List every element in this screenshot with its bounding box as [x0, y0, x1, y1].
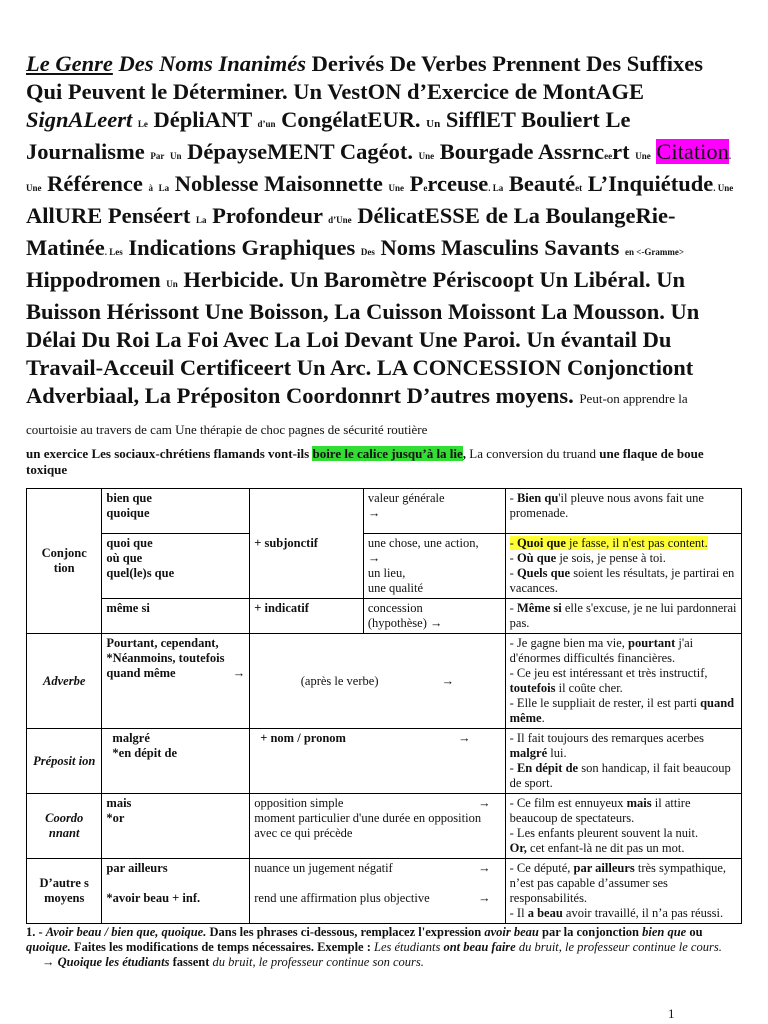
exercise-text: ou — [689, 925, 703, 939]
words-cell: même si — [102, 599, 250, 634]
construction-text: + nom / pronom — [260, 731, 346, 745]
title-part: CongélatEUR. — [281, 107, 421, 132]
document-title — [26, 50, 742, 444]
example-text: avoir travaillé, il n’a pas réussi. — [562, 906, 724, 920]
example-keyword: par ailleurs — [573, 861, 635, 875]
example-text: il attire beaucoup de spectateurs. — [509, 796, 691, 825]
title-part: . Une — [713, 183, 734, 193]
construction-text: (après le verbe) — [300, 673, 379, 688]
table-row — [27, 729, 742, 794]
example-text: elle s'excuse, je ne lui pardonnerai pas. — [509, 601, 737, 630]
intro-part: , — [462, 446, 467, 461]
page-number: 1 — [668, 1006, 675, 1021]
example-text: je sois, je pense à toi. — [556, 551, 666, 565]
example-cell — [505, 489, 741, 534]
title-part: Journalisme — [26, 139, 145, 164]
note-cell — [363, 534, 505, 599]
construction-text: moment particulier d'une durée en opposition avec ce qui précède — [254, 811, 482, 840]
exercise-text: Faites les modifications de temps nécessaires. Exemple : — [73, 940, 371, 954]
table-row — [27, 489, 742, 534]
arrow-icon: → — [478, 861, 491, 875]
exercise-number: 1. - — [26, 925, 43, 939]
example-keyword: a beau — [527, 906, 563, 920]
title-part: rt — [612, 139, 630, 164]
title-part: Le — [605, 107, 631, 132]
title-part: Un — [426, 118, 441, 130]
title-part: La — [195, 215, 207, 225]
example-keyword: En dépit de — [516, 761, 579, 775]
example-cell — [505, 794, 741, 859]
note-cell — [363, 489, 505, 534]
title-part: . Les — [104, 247, 123, 257]
example-keyword: Quoi que — [516, 536, 566, 550]
construction-text: opposition simple — [254, 796, 344, 810]
category-cell: Adverbe — [27, 634, 102, 729]
example-text: très sympathique, n’est pas capable d’assumer ses responsabilités. — [509, 861, 727, 905]
table-row — [27, 534, 742, 599]
words-cell — [102, 859, 250, 924]
highlighted-word: Citation — [656, 139, 729, 164]
category-cell: Conjonc tion — [27, 489, 102, 634]
example-text: - Ce jeu est intéressant et très instructif, — [509, 666, 708, 680]
exercise-text: bien que — [642, 925, 687, 939]
construction-cell — [250, 634, 505, 729]
title-part: Par — [150, 151, 165, 161]
words-cell — [102, 634, 250, 729]
arrow-icon: → — [42, 955, 55, 969]
highlighted-phrase: boire le calice jusqu’à la lie — [312, 446, 463, 461]
title-part: Derivés De Verbes Prennent Des Suffixes Qui Peuvent le Déterminer. Un VestON d’Exercice de MontAGE — [26, 51, 704, 104]
example-keyword: toutefois — [509, 681, 556, 695]
category-cell: Coordo nnant — [27, 794, 102, 859]
example-text: - — [509, 566, 517, 580]
intro-text: Peut-on apprendre la courtoisie au travers de cam Une thérapie de choc pagnes de sécurité routière — [26, 391, 688, 437]
highlighted-example — [510, 536, 708, 550]
construction-text: rend une affirmation plus objective — [254, 891, 430, 905]
title-part: . La — [488, 183, 504, 193]
arrow-icon: → — [367, 551, 381, 565]
exercise-text: ont beau — [443, 940, 489, 954]
title-part: Herbicide. Un Baromètre Périscoopt Un Libéral. Un Buisson Hérissont Une Boisson, La Cuisson Moissont La Mousson. Un Délai Du Roi La Foi Avec La Loi Devant Une Paroi. Un évantail Du Travail-Acceuil Certificeert Un Arc. LA CONCESSION Conjonctiont Adverbiaal, La Prépositon Coordonnrt D’autres moyens. — [26, 267, 700, 408]
example-cell — [505, 534, 741, 599]
table-row — [27, 794, 742, 859]
title-part: Des — [360, 247, 375, 257]
example-text: - Il — [509, 906, 528, 920]
document-page — [26, 50, 742, 970]
arrow-icon: → — [478, 796, 491, 810]
title-part: Une — [418, 151, 435, 161]
exercise-text: avoir beau — [484, 925, 539, 939]
example-text: - — [509, 536, 517, 550]
example-text: . — [541, 711, 545, 725]
arrow-icon: → — [441, 673, 455, 688]
example-text: - — [509, 491, 517, 505]
title-part: e — [423, 183, 428, 193]
title-part: et — [575, 183, 583, 193]
intro-part: La conversion du truand — [469, 446, 597, 461]
example-keyword: Même si — [516, 601, 562, 615]
title-part: SifflET Bouliert — [445, 107, 600, 132]
title-part: AllURE Penséert — [26, 203, 191, 228]
arrow-icon: → — [232, 666, 246, 680]
title-part: Le — [137, 119, 148, 129]
table-row — [27, 859, 742, 924]
note-text: une chose, une action, — [367, 536, 479, 550]
example-text: - Ce film est ennuyeux — [509, 796, 627, 810]
example-keyword: malgré — [509, 746, 548, 760]
note-text: un lieu, une qualité — [367, 566, 424, 595]
example-text: - Il fait toujours des remarques acerbes — [509, 731, 705, 745]
title-part: Des Noms Inanimés — [118, 51, 307, 76]
table-row — [27, 599, 742, 634]
example-keyword: Quels que — [516, 566, 571, 580]
example-text: - Les enfants pleurent souvent la nuit. — [509, 826, 699, 840]
example-text: j'ai d'énormes difficultés financières. — [509, 636, 694, 665]
example-text: - Elle le suppliait de rester, il est parti — [509, 696, 701, 710]
example-keyword: pourtant — [628, 636, 676, 650]
words-cell: mais *or — [102, 794, 250, 859]
example-text: 'il pleuve nous avons fait une promenade. — [509, 491, 704, 520]
exercise-text: fassent — [172, 955, 210, 969]
example-cell — [505, 599, 741, 634]
title-part: ee — [604, 151, 613, 161]
construction-cell — [250, 859, 505, 924]
title-part: Un — [166, 279, 178, 289]
title-part: L’Inquiétude — [587, 171, 714, 196]
exercise-text: faire — [491, 940, 516, 954]
title-part: Une — [635, 151, 651, 161]
title-part: rceuse — [427, 171, 489, 196]
category-cell: D’autre s moyens — [27, 859, 102, 924]
exercise-text: Les étudiants — [374, 940, 441, 954]
title-part: SignALeert — [26, 107, 133, 132]
example-keyword: quand même — [509, 696, 735, 725]
words-text: Pourtant, cependant, *Néanmoins, toutefois quand même — [106, 636, 225, 680]
exercise-text: par la conjonction — [542, 925, 639, 939]
title-part: . Une — [26, 151, 732, 193]
title-part: d’Une — [328, 215, 352, 225]
title-part: Une — [388, 183, 405, 193]
title-part: Référence — [47, 171, 143, 196]
title-part: Profondeur — [212, 203, 323, 228]
construction-cell — [250, 729, 505, 794]
category-cell: Préposit ion — [27, 729, 102, 794]
example-keyword: Bien qu — [516, 491, 559, 505]
construction-cell: + indicatif — [250, 599, 364, 634]
example-text: cet enfant-là ne dit pas un mot. — [526, 841, 685, 855]
title-part: Beauté — [508, 171, 576, 196]
title-part: Bourgade Assrnc — [439, 139, 605, 164]
table-row — [27, 634, 742, 729]
example-cell — [505, 634, 741, 729]
example-text: son handicap, il fait beaucoup de sport. — [509, 761, 731, 790]
arrow-icon: → — [458, 731, 471, 745]
title-part: Le Genre — [26, 51, 113, 76]
example-text: lui. — [547, 746, 567, 760]
title-part: Noblesse Maisonnette — [174, 171, 383, 196]
example-keyword: Où que — [516, 551, 557, 565]
title-part: à — [148, 183, 154, 193]
title-part: DélicatESSE de La BoulangeRie-Matinée — [26, 203, 676, 260]
grammar-table — [26, 488, 742, 924]
intro-part: une flaque de boue toxique — [26, 446, 704, 477]
title-part: Hippodromen — [26, 267, 161, 292]
title-part: Noms Masculins Savants — [380, 235, 620, 260]
title-part: en <-Gramme> — [624, 247, 684, 257]
exercise-text: quoique. — [26, 940, 71, 954]
example-cell — [505, 729, 741, 794]
example-text: - — [509, 601, 517, 615]
exercise-text: du bruit, le professeur continue le cours. — [518, 940, 722, 954]
example-text: je fasse, il n'est pas content. — [565, 536, 708, 550]
construction-text: nuance un jugement négatif — [254, 861, 393, 875]
title-part: d’un — [257, 119, 276, 129]
words-cell: bien que quoique — [102, 489, 250, 534]
exercise-text: du bruit, le professeur continue son cours. — [212, 955, 424, 969]
title-part: DépayseMENT Cagéot. — [187, 139, 413, 164]
title-part: P — [409, 171, 424, 196]
construction-cell — [250, 794, 505, 859]
example-text: soient les résultats, je partirai en vacances. — [509, 566, 735, 595]
exercise-text: Dans les phrases ci-dessous, remplacez l'expression — [209, 925, 482, 939]
example-text: - — [509, 761, 517, 775]
title-part: Un — [170, 151, 182, 161]
title-part: La — [158, 183, 170, 193]
exercise-instructions — [26, 925, 742, 970]
exercise-text: Avoir beau / bien que, quoique. — [45, 925, 207, 939]
exercise-text: Quoique les étudiants — [57, 955, 170, 969]
note-text: valeur générale — [367, 491, 445, 505]
words-text: *avoir beau + inf. — [106, 891, 201, 905]
arrow-icon: → — [478, 891, 491, 905]
words-cell: malgré *en dépit de — [102, 729, 250, 794]
example-keyword: mais — [626, 796, 652, 810]
words-text: par ailleurs — [106, 861, 168, 875]
title-part: DépliANT — [153, 107, 252, 132]
example-text: - Je gagne bien ma vie, — [509, 636, 628, 650]
words-cell: quoi que où que quel(le)s que — [102, 534, 250, 599]
example-cell — [505, 859, 741, 924]
intro-line — [26, 446, 742, 478]
construction-cell: + subjonctif — [250, 489, 364, 599]
example-keyword: Or, — [509, 841, 527, 855]
intro-part: un exercice Les sociaux-chrétiens flamands vont-ils — [26, 446, 310, 461]
example-text: - — [509, 551, 517, 565]
note-cell: concession (hypothèse) → — [363, 599, 505, 634]
arrow-icon: → — [367, 506, 381, 520]
title-part: Indications Graphiques — [128, 235, 356, 260]
example-text: - Ce député, — [509, 861, 574, 875]
example-text: il coûte cher. — [555, 681, 623, 695]
